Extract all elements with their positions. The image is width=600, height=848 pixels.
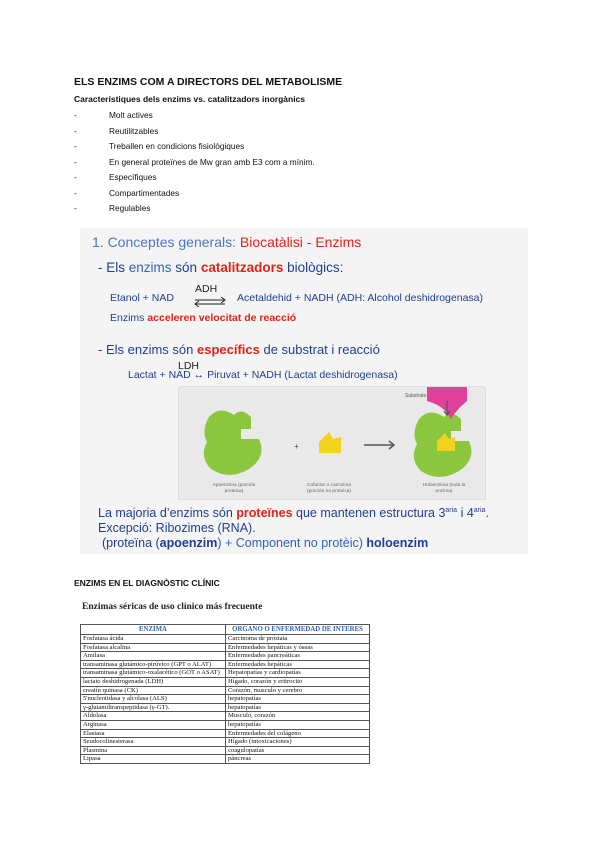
table-row: Lipasa páncreas [81,755,370,764]
table-row: transaminasa glutámico-oxalacético (GOT o ASAT) Hepatopatías y cardiopatías [81,669,370,678]
caption-cofactor: Cofactor o coenzima (porción no proteica) [307,483,351,494]
svg-text:+: + [294,442,299,451]
enzyme-table [80,624,370,764]
caption-apoenzyme: Apoenzima (porción proteica) [212,483,256,494]
table-title: Enzimas séricas de uso clínico más frecuente [82,602,263,612]
table-row: 5'nucleotidasa y alcolasa (ALS) hepatopatías [81,695,370,704]
slide-line-specific: - Els enzims són específics de substrat i reacció [98,342,380,357]
table-row: Plasmina coagulopatías [81,746,370,755]
table-row: lactato deshidrogenada (LDH) Hígado, corazón y eritrocito [81,677,370,686]
column-header-organ: ORGANO O ENFERMEDAD DE INTERES [226,625,370,635]
slide-line-velocity: Enzims acceleren velocitat de reacció [110,312,297,324]
subtitle: Característiques dels enzims vs. catalitzadors inorgànics [74,94,306,104]
substrate-label: Substrato [405,393,427,399]
slide-line-proteins: La majoria d’enzims són proteïnes que mantenen estructura $3^{aria}$ i $4^{aria}$. [98,506,489,520]
table-row: Elastasa Enfermedades del colágeno [81,729,370,738]
column-header-enzyme: ENZIMA [81,625,226,635]
slide-line-holoenzyme: (proteïna (apoenzim) + Component no protèic) holoenzim [102,536,429,550]
list-item: - Regulables [74,203,151,213]
table-row: Amilasa Enfermedades pancreáticas [81,652,370,661]
section-heading: ENZIMS EN EL DIAGNÒSTIC CLÍNIC [74,578,220,588]
list-item: - Reutilitzables [74,125,159,136]
list-item: - En general proteïnes de Mw gran amb E3 com a mínim. [74,156,315,167]
list-item: - Treballen en condicions fisiològiques [74,141,245,151]
table-row: Arginasa hepatopatías [81,720,370,729]
reaction-lactate: Lactat + NAD ↔ Piruvat + NADH (Lactat deshidrogenasa) [128,369,398,381]
table-row: creatín quinasa (CK) Corazón, musculo y cerebro [81,686,370,695]
table-header-row [81,625,370,635]
apoenzyme-shape [204,410,262,475]
ldh-label: LDH [178,360,200,372]
table-row: Fosfatasa alcalina Enfermedades hepáticas y óseas [81,643,370,652]
reversible-arrow-icon [193,297,227,307]
table-row: transaminasa glutámico-pirúvico (GPT o ALAT) Enfermedades hepáticas [81,660,370,669]
list-item: - Molt actives [74,110,153,120]
page-title: ELS ENZIMS COM A DIRECTORS DEL METABOLISME [74,76,343,88]
list-item: - Específiques [74,172,157,182]
cofactor-shape [319,432,341,453]
table-row: Fosfatasa ácida Carcinoma de próstata [81,635,370,644]
reaction-ethanol: Etanol + NAD [110,292,174,304]
slide-line-catalysts: - Els enzims són catalitzadors biològics: [98,260,344,275]
slide-title: 1. Conceptes generals: Biocatàlisi - Enzims [92,234,362,250]
table-row: γ-glutamiltranspeptidasa (γ-GT). hepatopatías [81,703,370,712]
reaction-acetaldehyde: Acetaldehid + NADH (ADH: Alcohol deshidrogenasa) [237,292,484,304]
embedded-slide [80,228,528,554]
table-row: Aldolasa Musculo, corazón [81,712,370,721]
caption-holoenzyme: Holoenzima (toda la enzima) [422,483,466,494]
list-item: - Compartimentades [74,187,180,198]
adh-label: ADH [195,283,218,295]
holoenzyme-figure [178,386,486,500]
slide-line-ribozymes: Excepció: Ribozimes (RNA). [98,521,256,535]
characteristics-list [74,110,315,219]
table-row: Seudocolinesterasa Hígado (intoxicaciones) [81,738,370,747]
